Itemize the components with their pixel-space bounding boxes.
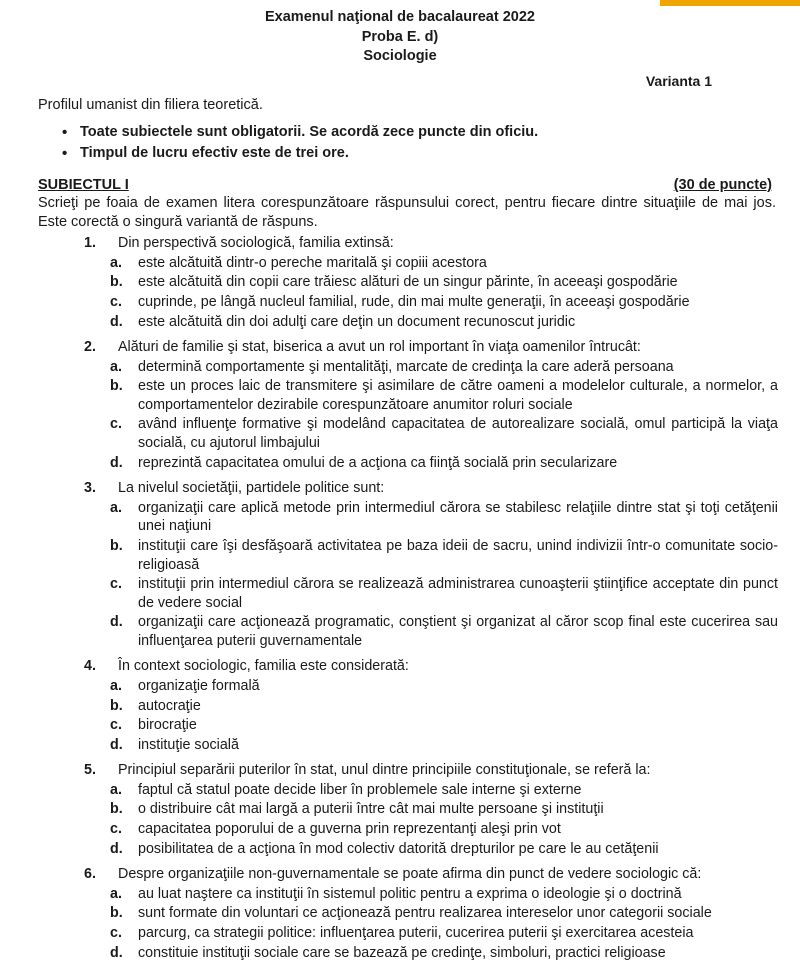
option-row[interactable] — [0, 904, 800, 923]
option-letter: a. — [110, 885, 122, 902]
option-row[interactable] — [0, 613, 800, 650]
question-list — [0, 234, 800, 962]
option-letter: b. — [110, 905, 123, 922]
option-letter: b. — [110, 378, 123, 395]
question-text: Principiul separării puterilor în stat, unul dintre principiile constituţionale, se referă la: — [118, 762, 651, 779]
option-row[interactable] — [0, 840, 800, 859]
question-item — [0, 657, 800, 754]
bullet-icon: • — [62, 123, 68, 141]
option-letter: c. — [110, 821, 122, 838]
bullet-icon: • — [62, 145, 68, 163]
question-item — [0, 234, 800, 331]
option-row[interactable] — [0, 537, 800, 574]
note-text: Toate subiectele sunt obligatorii. Se acordă zece puncte din oficiu. — [80, 123, 539, 140]
option-row[interactable] — [0, 415, 800, 452]
option-letter: c. — [110, 717, 122, 734]
option-text: este un proces laic de transmitere şi asimilare de către oameni a modelelor culturale, a normelor, a comportamentelor dezirabile corespunzătoare anumitor roluri sociale — [138, 378, 778, 413]
option-letter: a. — [110, 254, 122, 271]
option-text: organizaţie formală — [138, 678, 260, 694]
exam-subject-name: Sociologie — [363, 48, 437, 65]
option-letter: a. — [110, 499, 122, 516]
question-heading — [0, 761, 800, 780]
option-row[interactable] — [0, 293, 800, 312]
option-text: au luat naştere ca instituţii în sistemul politic pentru a exprima o ideologie şi o doctrină — [138, 885, 682, 902]
option-letter: d. — [110, 454, 123, 471]
question-item — [0, 338, 800, 472]
question-text: Din perspectivă sociologică, familia extinsă: — [118, 235, 394, 252]
option-row[interactable] — [0, 313, 800, 332]
option-letter: c. — [110, 294, 122, 311]
option-text: instituţii care îşi desfăşoară activitatea pe baza ideii de sacru, unind indivizii într-o comunitate socio-religioasă — [138, 537, 778, 573]
question-item — [0, 761, 800, 858]
option-row[interactable] — [0, 499, 800, 536]
option-text: determină comportamente şi mentalităţi, marcate de credinţa la care aderă persoana — [138, 358, 674, 375]
question-text: La nivelul societăţii, partidele politice sunt: — [118, 480, 385, 497]
option-letter: b. — [110, 274, 123, 291]
option-text: organizaţii care aplică metode prin intermediul cărora se stabilesc relaţiile dintre stat şi toţi cetăţenii unei naţiuni — [138, 499, 778, 535]
option-row[interactable] — [0, 454, 800, 473]
variant-label: Varianta 1 — [645, 72, 712, 89]
option-letter: c. — [110, 924, 122, 941]
subject-points: (30 de puncte) — [673, 177, 772, 194]
exam-subtitle-proba: Proba E. d) — [361, 28, 439, 45]
option-letter: b. — [110, 537, 123, 554]
question-heading — [0, 479, 800, 498]
option-text: instituţie socială — [138, 736, 239, 753]
option-text: faptul că statul poate decide liber în problemele sale interne şi externe — [138, 781, 582, 798]
exam-paper-page — [0, 6, 800, 962]
option-letter: d. — [110, 944, 123, 961]
option-text: este alcătuită din doi adulţi care deţin un document recunoscut juridic — [138, 313, 576, 330]
subject-heading — [0, 177, 800, 193]
option-letter: a. — [110, 358, 122, 375]
option-text: birocraţie — [138, 717, 197, 734]
option-letter: b. — [110, 801, 123, 818]
option-text: având influenţe formative şi modelând capacitatea de autorealizare socială, omul participă la viaţa socială, cu ajutorul limbajului — [138, 416, 778, 452]
option-row[interactable] — [0, 377, 800, 414]
option-text: constituie instituţii sociale care se bazează pe credinţe, simboluri, practici religioase — [138, 944, 666, 961]
option-letter: b. — [110, 697, 123, 714]
option-letter: d. — [110, 736, 123, 753]
question-number: 2. — [84, 339, 96, 356]
option-text: o distribuire cât mai largă a puterii între cât mai multe persoane şi instituţii — [138, 801, 604, 818]
question-number: 3. — [84, 480, 96, 497]
exam-title: Examenul naţional de bacalaureat 2022 — [265, 9, 535, 25]
question-text: Alături de familie şi stat, biserica a avut un rol important în viaţa oamenilor întrucât: — [118, 339, 641, 356]
option-letter: d. — [110, 614, 123, 631]
option-letter: d. — [110, 840, 123, 857]
option-letter: c. — [110, 576, 122, 593]
option-row[interactable] — [0, 716, 800, 735]
note-text: Timpul de lucru efectiv este de trei ore. — [80, 145, 349, 162]
profile-label: Profilul umanist din filiera teoretică. — [38, 96, 263, 113]
option-text: instituţii prin intermediul cărora se realizează administrarea cunoaşterii ştiinţifice acceptate din punct de vedere social — [138, 576, 778, 611]
instructions-text: Scrieţi pe foaia de examen litera corespunzătoare răspunsului corect, pentru fiecare dintre situaţiile de mai jos. Este corectă o singură variantă de răspuns. — [38, 195, 776, 230]
subject-title: SUBIECTUL I — [38, 177, 129, 194]
list-item — [62, 143, 800, 165]
option-row[interactable] — [0, 254, 800, 273]
option-row[interactable] — [0, 358, 800, 377]
option-text: autocraţie — [138, 697, 201, 714]
option-text: este alcătuită dintr-o pereche maritală şi copiii acestora — [138, 254, 487, 271]
question-heading — [0, 338, 800, 357]
question-item — [0, 865, 800, 962]
option-row[interactable] — [0, 944, 800, 962]
question-text: Despre organizaţiile non-guvernamentale se poate afirma din punct de vedere sociologic că: — [118, 866, 702, 883]
option-row[interactable] — [0, 575, 800, 612]
question-number: 1. — [84, 235, 96, 252]
question-number: 4. — [84, 658, 96, 675]
list-item — [62, 122, 800, 144]
question-item — [0, 479, 800, 650]
option-row[interactable] — [0, 697, 800, 716]
question-heading — [0, 234, 800, 253]
option-letter: d. — [110, 313, 123, 330]
question-heading — [0, 865, 800, 884]
option-text: cuprinde, pe lângă nucleul familial, rude, din mai multe generaţii, în aceeaşi gospodărie — [138, 294, 690, 311]
option-letter: a. — [110, 781, 122, 798]
exam-notes-list — [0, 122, 800, 166]
option-letter: a. — [110, 678, 122, 694]
option-text: reprezintă capacitatea omului de a acţiona ca fiinţă socială prin secularizare — [138, 454, 618, 471]
option-text: este alcătuită din copii care trăiesc alături de un singur părinte, în aceeaşi gospodărie — [138, 274, 678, 291]
question-number: 5. — [84, 762, 96, 779]
option-row[interactable] — [0, 820, 800, 839]
option-text: parcurg, ca strategii politice: influenţarea puterii, cucerirea puterii şi exercitarea acesteia — [138, 924, 694, 941]
question-number: 6. — [84, 866, 96, 883]
option-text: posibilitatea de a acţiona în mod colectiv datorită drepturilor pe care le au cetăţenii — [138, 840, 659, 857]
question-text: În context sociologic, familia este considerată: — [118, 658, 409, 675]
option-row[interactable] — [0, 781, 800, 800]
question-heading — [0, 657, 800, 676]
option-row[interactable] — [0, 677, 800, 696]
option-row[interactable] — [0, 736, 800, 755]
option-row[interactable] — [0, 273, 800, 292]
option-text: capacitatea poporului de a guverna prin reprezentanţi aleşi prin vot — [138, 821, 561, 838]
option-letter: c. — [110, 416, 122, 433]
option-row[interactable] — [0, 800, 800, 819]
exam-header — [0, 8, 800, 67]
option-text: sunt formate din voluntari ce acţionează pentru realizarea intereselor unor categorii sociale — [138, 905, 712, 922]
option-text: organizaţii care acţionează programatic, conştient şi organizat al căror scop final este cucerirea sau influenţarea puterii guvernamentale — [138, 614, 778, 649]
option-row[interactable] — [0, 924, 800, 943]
option-row[interactable] — [0, 885, 800, 904]
